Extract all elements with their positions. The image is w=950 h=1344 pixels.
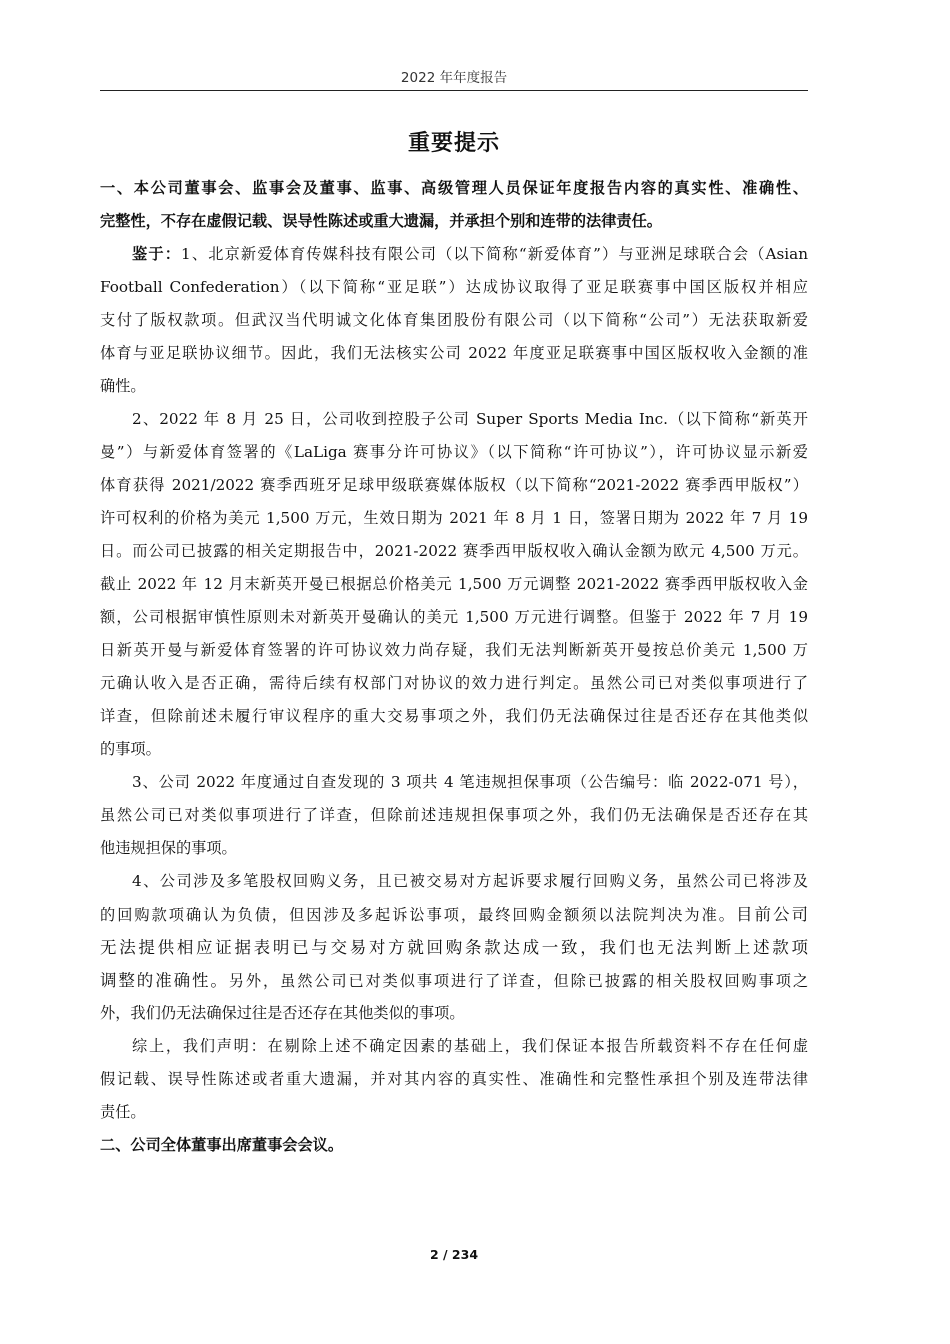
paragraph-line: 支付了版权款项。但武汉当代明诚文化体育集团股份有限公司（以下简称“公司”）无法获取新爱 <box>100 311 808 329</box>
paragraph-line: 详查，但除前述未履行审议程序的重大交易事项之外，我们仍无法确保过往是否还存在其他类似 <box>100 707 808 725</box>
header-divider <box>100 90 808 91</box>
paragraph-line: Football Confederation）（以下简称“亚足联”）达成协议取得了亚足联赛事中国区版权并相应 <box>100 278 808 296</box>
paragraph-line <box>100 964 808 997</box>
paragraph-line: 无法提供相应证据表明已与交易对方就回购条款达成一致，我们也无法判断上述款项 <box>100 938 808 957</box>
paragraph-line: 假记载、误导性陈述或者重大遗漏，并对其内容的真实性、准确性和完整性承担个别及连带法律 <box>100 1070 808 1088</box>
paragraph-line: 元确认收入是否正确，需待后续有权部门对协议的效力进行判定。虽然公司已对类似事项进行了 <box>100 674 808 692</box>
paragraph-line: 日新英开曼与新爱体育签署的许可协议效力尚存疑，我们无法判断新英开曼按总价美元 1,500 万 <box>100 641 808 659</box>
paragraph-line: 体育获得 2021/2022 赛季西班牙足球甲级联赛媒体版权（以下简称“2021-2022 赛季西甲版权”） <box>100 476 808 494</box>
paragraph-line <box>100 898 808 931</box>
paragraph-line: 曼”）与新爱体育签署的《LaLiga 赛事分许可协议》（以下简称“许可协议”），许可协议显示新爱 <box>100 443 808 461</box>
page-number: 2 / 234 <box>429 1247 479 1262</box>
paragraph-line: 4、公司涉及多笔股权回购义务，且已被交易对方起诉要求履行回购义务，虽然公司已将涉及 <box>132 872 808 890</box>
paragraph-line: 截止 2022 年 12 月末新英开曼已根据总价格美元 1,500 万元调整 2021-2022 赛季西甲版权收入金 <box>100 575 808 593</box>
page-header: 2022 年年度报告 <box>400 70 508 86</box>
paragraph-line: 虽然公司已对类似事项进行了详查，但除前述违规担保事项之外，我们仍无法确保是否还存在其 <box>100 806 808 824</box>
paragraph-text: 调整的准确性。 <box>100 971 229 990</box>
paragraph-line: 外，我们仍无法确保过往是否还存在其他类似的事项。 <box>100 1004 465 1022</box>
document-body <box>100 172 808 1162</box>
section1-heading-line: 一、本公司董事会、监事会及董事、监事、高级管理人员保证年度报告内容的真实性、准确性、 <box>100 179 808 197</box>
section1-heading-line: 完整性，不存在虚假记载、误导性陈述或重大遗漏，并承担个别和连带的法律责任。 <box>100 212 662 230</box>
paragraph-line: 体育与亚足联协议细节。因此，我们无法核实公司 2022 年度亚足联赛事中国区版权收入金额的准 <box>100 344 808 362</box>
paragraph-line: 的事项。 <box>100 740 161 758</box>
paragraph-lead: 鉴于： <box>132 245 182 263</box>
paragraph-text: 的回购款项确认为负债，但因涉及多起诉讼事项，最终回购金额须以法院判决为准。 <box>100 906 736 924</box>
paragraph-line: 2、2022 年 8 月 25 日，公司收到控股子公司 Super Sports Media Inc.（以下简称“新英开 <box>132 410 808 428</box>
paragraph-line: 确性。 <box>100 377 146 395</box>
paragraph-text: 目前公司 <box>736 905 808 924</box>
paragraph-line <box>100 238 808 271</box>
paragraph-text: 另外，虽然公司已对类似事项进行了详查，但除已披露的相关股权回购事项之 <box>228 972 808 990</box>
page-title: 重要提示 <box>407 131 500 156</box>
paragraph-line: 额，公司根据审慎性原则未对新英开曼确认的美元 1,500 万元进行调整。但鉴于 2022 年 7 月 19 <box>100 608 808 626</box>
paragraph-text: 1、北京新爱体育传媒科技有限公司（以下简称“新爱体育”）与亚洲足球联合会（Asian <box>181 245 808 263</box>
section2-heading: 二、公司全体董事出席董事会会议。 <box>100 1136 343 1154</box>
paragraph-line: 日。而公司已披露的相关定期报告中，2021-2022 赛季西甲版权收入确认金额为欧元 4,500 万元。 <box>100 542 808 560</box>
paragraph-line: 责任。 <box>100 1103 146 1121</box>
paragraph-line: 许可权利的价格为美元 1,500 万元，生效日期为 2021 年 8 月 1 日，签署日期为 2022 年 7 月 19 <box>100 509 808 527</box>
paragraph-line: 3、公司 2022 年度通过自查发现的 3 项共 4 笔违规担保事项（公告编号：临 2022-071 号）， <box>132 773 808 791</box>
paragraph-line: 他违规担保的事项。 <box>100 839 237 857</box>
paragraph-line: 综上，我们声明：在剔除上述不确定因素的基础上，我们保证本报告所载资料不存在任何虚 <box>132 1037 808 1055</box>
